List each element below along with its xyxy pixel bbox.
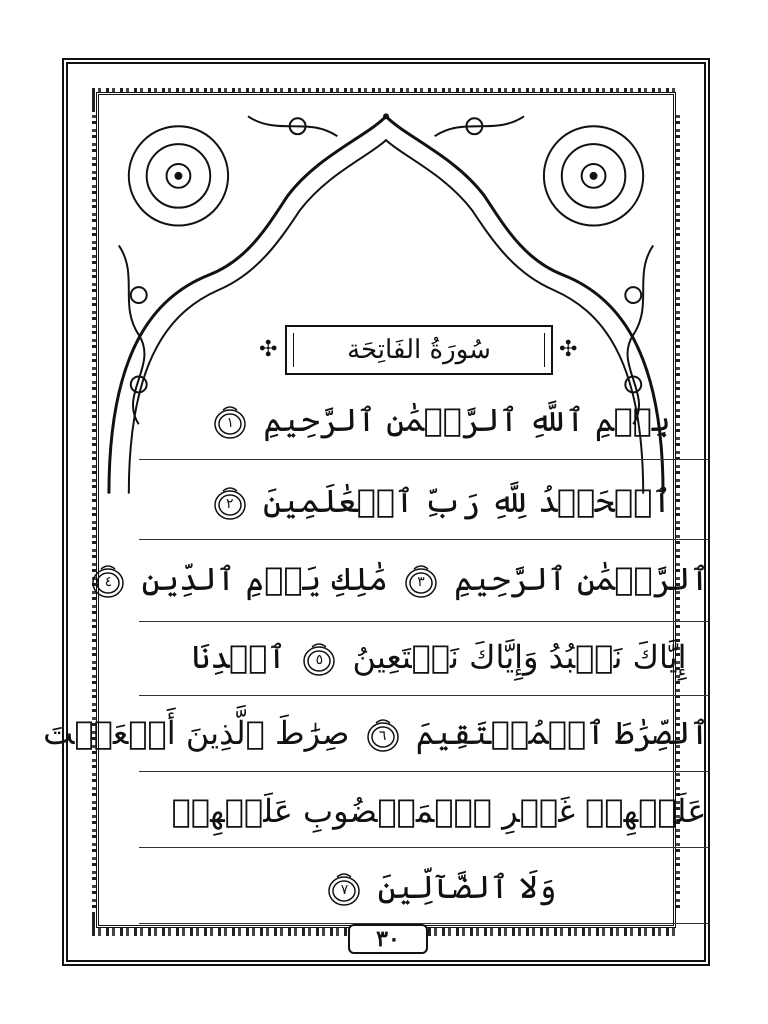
surah-title: سُورَةُ الفَاتِحَة: [347, 335, 491, 365]
page-number: [348, 924, 428, 954]
verse-text: ٱهۡدِنَا: [191, 638, 287, 676]
verse-line-6: [169, 791, 709, 831]
verse-text: إِيَّاكَ نَعۡبُدُ وَإِيَّاكَ نَسۡتَعِينُ: [352, 638, 687, 676]
verse-text: عَلَيۡهِمۡ غَيۡرِ ٱلۡمَغۡضُوبِ عَلَيۡهِمۡ: [171, 792, 707, 830]
ayah-number: ٧: [340, 881, 349, 898]
ayah-marker-icon: [213, 404, 247, 442]
verse-text: ٱلصِّرَٰطَ ٱلۡمُسۡتَقِيمَ: [415, 714, 709, 752]
text-panel: [43, 92, 709, 928]
title-flourish-right: ✣: [559, 337, 578, 362]
ayah-number: ٦: [378, 727, 387, 744]
verse-line-1: [169, 400, 709, 442]
line-divider: [139, 621, 709, 622]
ayah-marker-icon: [213, 485, 247, 523]
ayah-number: ١: [226, 414, 235, 431]
verse-text: صِرَٰطَ ٱلَّذِينَ أَنۡعَمۡتَ: [43, 714, 350, 752]
verse-line-2: [169, 481, 709, 523]
verse-line-4: [169, 637, 709, 679]
ayah-number: ٥: [315, 651, 324, 668]
line-divider: [139, 771, 709, 772]
mushaf-page: [43, 58, 710, 966]
ayah-marker-icon: [91, 563, 125, 601]
verse-text: بِسۡمِ ٱللَّهِ ٱلرَّحۡمَٰنِ ٱلرَّحِيمِ: [263, 401, 671, 439]
ayah-marker-icon: [302, 641, 336, 679]
verse-line-5: [43, 713, 709, 755]
verse-text: وَلَا ٱلضَّآلِّينَ: [377, 868, 557, 906]
ayah-marker-icon: [327, 871, 361, 909]
verse-text: ٱلرَّحۡمَٰنِ ٱلرَّحِيمِ: [454, 560, 709, 598]
verse-text: مَٰلِكِ يَوۡمِ ٱلدِّينِ: [141, 560, 388, 598]
surah-title-box: [285, 325, 553, 375]
ayah-number: ٢: [226, 495, 234, 512]
line-divider: [139, 847, 709, 848]
ayah-marker-icon: [404, 563, 438, 601]
title-flourish-left: ✣: [259, 337, 278, 362]
ayah-marker-icon: [366, 717, 400, 755]
verse-line-3: [104, 559, 709, 601]
line-divider: [139, 539, 709, 540]
verse-text: ٱلۡحَمۡدُ لِلَّهِ رَبِّ ٱلۡعَٰلَمِينَ: [262, 482, 672, 520]
line-divider: [139, 459, 709, 460]
ayah-number: ٤: [104, 573, 113, 590]
arch-ornament: [99, 95, 673, 515]
ayah-number: ٣: [417, 573, 425, 590]
verse-line-7: [169, 867, 709, 909]
line-divider: [139, 695, 709, 696]
page-number-label: ٣٠: [376, 926, 400, 952]
